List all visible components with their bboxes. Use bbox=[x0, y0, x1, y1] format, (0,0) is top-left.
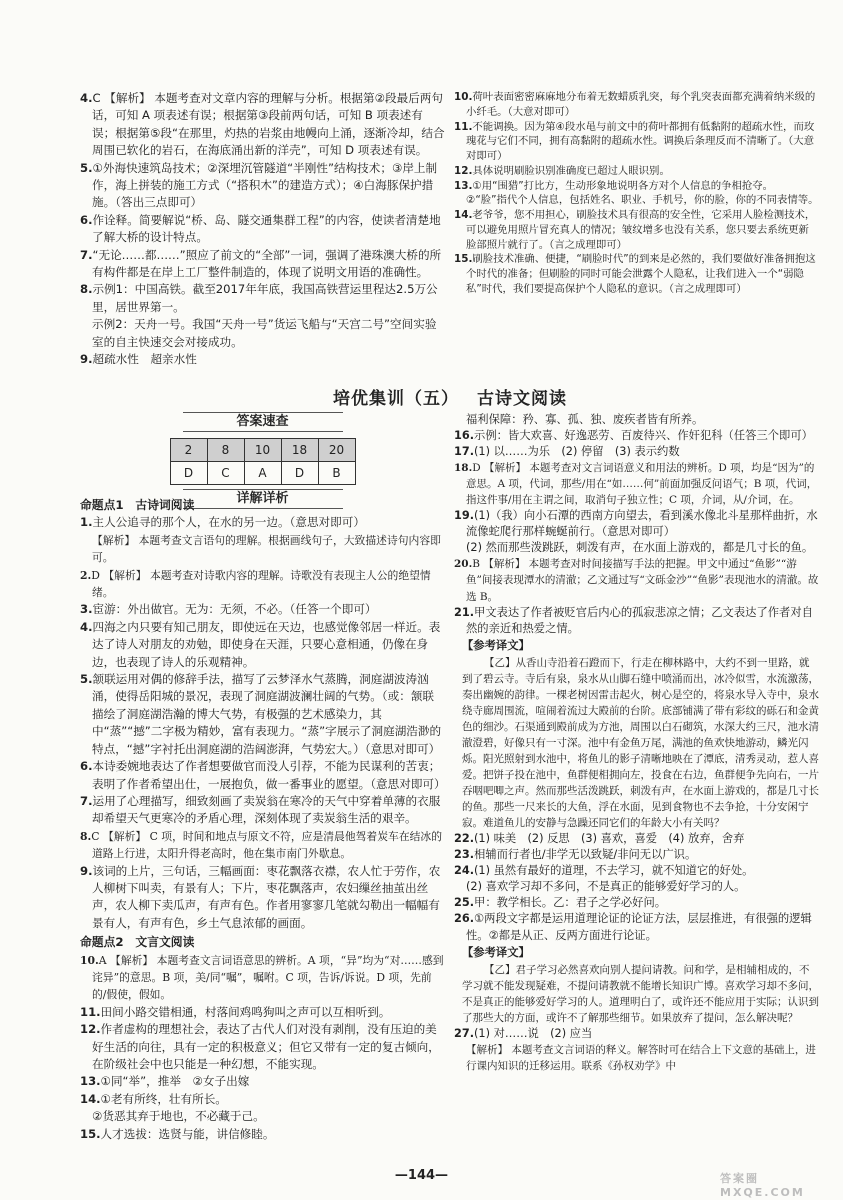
answer-text: 甲：教学相长。乙：君子之学必好问。 bbox=[474, 896, 667, 910]
answer-text: C 【解析】 C 项，时间和地点与原文不符，应是清晨他驾着炭车在结冰的道路上行进，太阳升得老高时，他在集市南门外歇息。 bbox=[91, 829, 443, 861]
answer-number: 4. bbox=[80, 619, 93, 634]
answer-text: 【解析】 本题考查文言词语的释义。解答时可在结合上下文意的基础上，进行课内知识的迁移运用。联系《孙权劝学》中 bbox=[466, 1043, 816, 1072]
answer-item bbox=[80, 1004, 445, 1021]
answer-text: 示例2：天舟一号。我国“天舟一号”货运飞船与“天宫二号”空间实验室的自主快速交会对接成功。 bbox=[92, 317, 437, 349]
answer-number: 2. bbox=[80, 568, 92, 582]
answer-table-answer: A bbox=[244, 462, 281, 485]
answer-number: 27. bbox=[454, 1026, 475, 1040]
answer-text: 【解析】 本题考查文言语句的理解。根据画线句子，大致描述诗句内容即可。 bbox=[92, 533, 441, 565]
answer-item bbox=[80, 532, 445, 567]
answer-text: 荷叶表面密密麻麻地分布着无数蜡质乳突，每个乳突表面都充满着纳米级的小纤毛。（大意对即可） bbox=[466, 91, 816, 118]
answer-item bbox=[80, 1073, 445, 1090]
answer-text: 人才选拔：选贤与能，讲信修睦。 bbox=[100, 1126, 275, 1141]
answer-item bbox=[454, 911, 819, 943]
answer-item bbox=[454, 179, 819, 194]
answer-item bbox=[454, 428, 819, 444]
answer-item bbox=[454, 847, 819, 863]
answer-text: 示例：皆大欢喜、好逸恶劳、百废待兴、作奸犯科（任答三个即可） bbox=[474, 429, 813, 443]
answer-number: 5. bbox=[80, 160, 93, 175]
answer-item bbox=[454, 412, 819, 428]
left-column-top bbox=[80, 90, 445, 369]
answer-table-answer: D bbox=[170, 462, 207, 485]
answer-item bbox=[80, 281, 445, 316]
answer-number: 6. bbox=[80, 212, 93, 227]
answer-item bbox=[80, 90, 445, 160]
answer-number: 1. bbox=[80, 515, 93, 530]
right-column-top bbox=[454, 90, 819, 297]
answer-number: 7. bbox=[80, 793, 93, 808]
answer-text: 主人公追寻的那个人，在水的另一边。（意思对即可） bbox=[92, 515, 365, 530]
answer-number: 20. bbox=[454, 558, 473, 571]
answer-text: 福利保障：矜、寡、孤、独、废疾者皆有所养。 bbox=[466, 413, 704, 426]
answer-table-question-number: 2 bbox=[170, 439, 207, 462]
answer-item bbox=[80, 793, 445, 828]
answer-item bbox=[80, 758, 445, 793]
answer-item bbox=[80, 351, 445, 368]
answer-table-question-number: 8 bbox=[207, 439, 244, 462]
answer-item bbox=[80, 671, 445, 758]
answer-number: 5. bbox=[80, 672, 93, 687]
answer-item bbox=[80, 619, 445, 671]
topic-heading: 命题点2 文言文阅读 bbox=[80, 935, 195, 950]
answer-text: (1) 虽然有最好的道理，不去学习，就不知道它的好处。 bbox=[474, 864, 754, 878]
answer-number: 10. bbox=[454, 91, 473, 103]
answer-number: 26. bbox=[454, 912, 475, 926]
answer-item bbox=[454, 90, 819, 120]
answer-text: 不能调换。因为第④段水黾与前文中的荷叶都拥有低黏附的超疏水性，而玫瑰花与它们不同，拥有高黏附的超疏水性。调换后条理反而不清晰了。（大意对即可） bbox=[466, 120, 815, 163]
answer-number: 24. bbox=[454, 864, 475, 878]
answer-text: 田间小路交错相通，村落间鸡鸣狗叫之声可以互相听到。 bbox=[100, 1004, 391, 1019]
answer-text: D 【解析】 本题考查对文言词语意义和用法的辨析。D 项，均是“因为”的意思。A 项，代词，那些/用在“如……何”前面加强反问语气；B 项，代词，指这件事/用在主谓之间，取消句子独立性；C 项，介词，从/介词，在。 bbox=[466, 462, 818, 507]
answer-text: C 【解析】 本题考查对文章内容的理解与分析。根据第②段最后两句话，可知 A 项表述有误；根据第③段前两句话，可知 B 项表述有误；根据第⑤段“在那里，灼热的岩浆由地幔向上涌，逐渐冷却，结合周围已软化的岩石，在海底涌出新的洋壳”，可知 D 项表述有误。 bbox=[92, 91, 445, 158]
answer-text: (1) 以……为乐 (2) 停留 (3) 表示约数 bbox=[474, 445, 680, 459]
answer-table-answer: C bbox=[207, 462, 244, 485]
answer-number: 25. bbox=[454, 896, 475, 910]
answer-number: 14. bbox=[80, 1091, 101, 1106]
answer-table-question-number: 20 bbox=[318, 439, 355, 462]
page-number: —144— bbox=[394, 1168, 449, 1183]
reference-translation-text: 【乙】君子学习必然喜欢向别人提问请教。问和学，是相辅相成的，不学习就不能发现疑难，不提问请教就不能增长知识广博。喜欢学习却不多问，不是真正的能够爱好学习的人。道理明白了，或许还不能应用于实际；认识到了那些大的方面，或许不了解那些细节。如果放弃了提问，怎么解决呢？ bbox=[462, 963, 819, 1024]
answer-text: ②货恶其弃于地也，不必藏于己。 bbox=[92, 1109, 265, 1124]
answer-text: ①老有所终，壮有所长。 bbox=[100, 1091, 227, 1106]
reference-translation-heading: 【参考译文】 bbox=[462, 638, 530, 652]
answer-item bbox=[80, 601, 445, 618]
right-column-bottom bbox=[454, 412, 819, 1074]
answer-text: A 【解析】 本题考查文言词语意思的辨析。A 项，“异”均为“对……感到诧异”的意思。B 项，美/同“嘱”，嘱咐。C 项，告诉/诉说。D 项，先前的/假使，假如。 bbox=[92, 953, 444, 1002]
answer-item bbox=[454, 1042, 819, 1074]
answer-number: 15. bbox=[454, 253, 473, 266]
answer-item bbox=[454, 120, 819, 164]
answer-number: 23. bbox=[454, 848, 475, 862]
answer-item bbox=[454, 556, 819, 604]
answer-number: 14. bbox=[454, 209, 473, 222]
answer-text: (2) 喜欢学习却不多问，不是真正的能够爱好学习的人。 bbox=[466, 880, 746, 894]
answer-text: ①两段文字都是运用道理论证的论证方法，层层推进，有很强的逻辑性。②都是从正、反两方面进行论证。 bbox=[466, 912, 812, 942]
answer-item bbox=[454, 540, 819, 556]
answer-text: 作诠释。简要解说“桥、岛、隧交通集群工程”的内容，使读者清楚地了解大桥的设计特点。 bbox=[92, 212, 441, 245]
answer-number: 8. bbox=[80, 829, 92, 843]
answer-number: 22. bbox=[454, 832, 475, 846]
answer-text: (2) 然而那些泼跳跃，刺泼有声，在水面上游戏的，都是几寸长的鱼。 bbox=[466, 541, 814, 555]
answer-item bbox=[80, 247, 445, 282]
answer-number: 12. bbox=[80, 1022, 101, 1037]
answer-number: 8. bbox=[80, 282, 93, 297]
answer-table-question-number: 10 bbox=[244, 439, 281, 462]
answer-number: 12. bbox=[454, 164, 473, 177]
answer-text: (1) 味美 (2) 反思 (3) 喜欢，喜爱 (4) 放弃，舍弃 bbox=[474, 832, 745, 846]
answer-item bbox=[80, 212, 445, 247]
answer-item bbox=[454, 252, 819, 296]
answer-text: 宦游：外出做官。无为：无须，不必。（任答一个即可） bbox=[92, 602, 377, 617]
answer-item bbox=[454, 895, 819, 911]
answer-text: ①同“举”，推举 ②女子出嫁 bbox=[100, 1074, 250, 1089]
answer-text: (1)（我）向小石潭的西南方向望去，看到溪水像北斗星那样曲折，水流像蛇爬行那样蜿蜒前行。（意思对即可） bbox=[466, 509, 818, 539]
topic-heading: 命题点1 古诗词阅读 bbox=[80, 498, 195, 512]
detail-banner: 详解详析 bbox=[183, 489, 343, 509]
answer-text: B 【解析】 本题考查对时间接描写手法的把握。甲文中通过“鱼影”“游鱼”间接表现潭水的清澈；乙文通过写“文砾金沙”“鱼影”表现池水的清澈。故选 B。 bbox=[466, 558, 819, 603]
answer-text: 本诗委婉地表达了作者想要做官而没人引荐，不能为民谋利的苦衷；表明了作者希望出仕，一展抱负，做一番事业的愿望。（意思对即可） bbox=[92, 759, 446, 791]
answer-item bbox=[454, 193, 819, 208]
answer-number: 15. bbox=[80, 1126, 101, 1141]
section-title bbox=[80, 383, 820, 409]
answer-item bbox=[454, 879, 819, 895]
answer-text: 该词的上片，三句话，三幅画面：枣花飘落衣襟，农人忙于劳作，农人柳树下叫卖，有景有人；下片，枣花飘落声，农妇缫丝抽茧出丝声，农人柳下卖瓜声，有声有色。作者用寥寥几笔就勾勒出一幅幅有景有人，有声有色，乡土气息浓郁的画面。 bbox=[92, 863, 441, 930]
answer-item bbox=[80, 316, 445, 351]
answer-text: 作者虚构的理想社会，表达了古代人们对没有剥削，没有压迫的美好生活的向往，具有一定的积极意义；但它又带有一定的复古倾向，在阶级社会中也只能是一种幻想，不能实现。 bbox=[92, 1022, 440, 1071]
answer-text: 刷脸技术准确、便捷，“刷脸时代”的到来是必然的，我们要做好准备拥抱这个时代的准备；但刷脸的同时可能会泄露个人隐私，让我们进入一个“弱隐私”时代，我们要提高保护个人隐私的意识。（言之成理即可） bbox=[466, 253, 816, 295]
answer-text: 具体说明刷脸识别准确度已超过人眼识别。 bbox=[472, 164, 670, 177]
left-column-bottom bbox=[80, 495, 445, 1143]
answer-item bbox=[454, 831, 819, 847]
answer-text: ②“脸”指代个人信息，包括姓名、职业、手机号，你的脸，你的不同表情等。 bbox=[466, 194, 819, 207]
answer-text: (1) 对……说 (2) 应当 bbox=[474, 1026, 593, 1040]
answer-number: 9. bbox=[80, 352, 93, 367]
answer-item bbox=[454, 208, 819, 252]
answer-text: 四海之内只要有知己朋友，即使远在天边，也感觉像邻居一样近。表达了诗人对朋友的劝勉，即使身在天涯，只要心意相通，仍像在身边，也表现了诗人的乐观精神。 bbox=[92, 619, 441, 669]
answer-item bbox=[80, 1021, 445, 1073]
answer-item bbox=[80, 1091, 445, 1108]
answer-item bbox=[454, 1026, 819, 1042]
answer-text: 运用了心理描写，细致刻画了卖炭翁在寒冷的天气中穿着单薄的衣服却希望天气更寒冷的矛盾心理，深刻体现了卖炭翁生活的艰辛。 bbox=[92, 793, 441, 826]
answer-item bbox=[80, 514, 445, 531]
answer-number: 7. bbox=[80, 247, 93, 262]
answer-number: 16. bbox=[454, 429, 475, 443]
answer-number: 9. bbox=[80, 863, 93, 878]
answer-item bbox=[80, 160, 445, 212]
answer-table-answer: B bbox=[318, 462, 355, 485]
answer-item bbox=[80, 863, 445, 933]
answer-text: 老爷爷，您不用担心，刷脸技术具有很高的安全性，它采用人脸检测技术，可以避免用照片冒充真人的情况；皱纹增多也没有关系，您只要去系统更新脸部照片就行了。（言之成理即可） bbox=[466, 209, 816, 251]
answer-table-question-number: 18 bbox=[281, 439, 318, 462]
answer-number: 13. bbox=[454, 179, 473, 192]
answer-number: 13. bbox=[80, 1074, 101, 1089]
answer-number: 17. bbox=[454, 445, 475, 459]
answer-text: 超疏水性 超亲水性 bbox=[92, 352, 197, 367]
answer-item bbox=[454, 460, 819, 508]
answer-item bbox=[454, 863, 819, 879]
answer-table bbox=[170, 438, 356, 485]
reference-translation-text: 【乙】从香山寺沿着石蹬而下，行走在柳林路中，大约不到一里路，就到了碧云寺。寺后有泉，泉水从山脚石缝中喷涌而出，冰冷似雪，水流激荡，奏出幽婉的韵律。一棵老树因雷击起火，树心是空的，将泉水导入寺中，泉水绕寺廊周围流，喧闹着流过大殿前的台阶。底部铺满了带有彩纹的砾石和金黄色的细沙。石渠通到殿前成为方池，周围以白石砌筑，水深大约三尺，池水清澈澄碧，好像只有一寸深。池中有金鱼万尾，满池的鱼欢快地游动，鳞光闪烁。阳光照射到水池中，将鱼儿的影子清晰地映在了潭底，清秀灵动，惹人喜爱。把饼子投在池中，鱼群便相拥向左，投食在右边，鱼群便争先向右，一片吞咽吧唧之声。然而那些活泼跳跃，刺泼有声，在水面上游戏的，都是几寸长的鱼。那些一尺来长的大鱼，浮在水面，见到食物也不去争抢，十分安闲宁寂。难道鱼儿的安静与急躁还同它们的年龄大小有关吗？ bbox=[462, 656, 819, 830]
answer-item bbox=[80, 828, 445, 863]
answer-number: 19. bbox=[454, 509, 475, 523]
answer-text: 示例1：中国高铁。截至2017年年底，我国高铁营运里程达2.5万公里，居世界第一。 bbox=[92, 282, 438, 314]
reference-translation-heading: 【参考译文】 bbox=[462, 945, 530, 959]
watermark-logo: 答案圈 MXQE.COM bbox=[720, 1172, 805, 1199]
section-title-left: 培优集训（五） bbox=[333, 388, 459, 409]
answer-number: 11. bbox=[80, 1004, 101, 1019]
answer-text: 甲文表达了作者被贬官后内心的孤寂悲凉之情；乙文表达了作者对自然的亲近和热爱之情。 bbox=[466, 605, 813, 635]
answer-text: D 【解析】 本题考查对诗歌内容的理解。诗歌没有表现主人公的绝望情绪。 bbox=[91, 568, 431, 600]
answer-table-answer: D bbox=[281, 462, 318, 485]
answer-item bbox=[454, 508, 819, 540]
answer-text: 颔联运用对偶的修辞手法，描写了云梦泽水气蒸腾，洞庭湖波涛汹涌，使得岳阳城的景况，表现了洞庭湖波澜壮阔的气势。（或：颔联描绘了洞庭湖浩瀚的博大气势，有极强的艺术感染力，其中“蒸”“撼”二字极为精妙，富有表现力。“蒸”字展示了洞庭湖浩渺的特点，“撼”字衬托出洞庭湖的浩阔澎湃，气势宏大。）（意思对即可） bbox=[92, 672, 442, 756]
answer-item bbox=[454, 444, 819, 460]
answer-number: 21. bbox=[454, 605, 475, 619]
answer-number: 6. bbox=[80, 759, 93, 774]
answer-number: 11. bbox=[454, 120, 473, 133]
answer-number: 4. bbox=[80, 91, 93, 105]
answer-item bbox=[454, 605, 819, 637]
section-title-right: 古诗文阅读 bbox=[477, 388, 567, 409]
answer-item bbox=[80, 1108, 445, 1125]
answer-text: 相辅而行者也/非学无以致疑/非问无以广识。 bbox=[474, 848, 697, 862]
answer-number: 10. bbox=[80, 953, 99, 967]
answer-text: ①外海快速筑岛技术；②深埋沉管隧道“半刚性”结构技术；③岸上制作，海上拼装的施工方式（“搭积木”的建造方式）；④白海豚保护措施。（答出三点即可） bbox=[92, 160, 438, 210]
answer-item bbox=[454, 164, 819, 179]
answer-item bbox=[80, 1126, 445, 1143]
answer-banner: 答案速查 bbox=[183, 412, 343, 432]
answer-text: “无论……都……”照应了前文的“全部”一词，强调了港珠澳大桥的所有构件都是在岸上工厂整件制造的，体现了说明文用语的准确性。 bbox=[92, 247, 442, 280]
answer-number: 3. bbox=[80, 602, 93, 617]
answer-item bbox=[80, 952, 445, 1004]
answer-text: ①用“围猎”打比方，生动形象地说明各方对个人信息的争相抢夺。 bbox=[472, 179, 774, 192]
answer-number: 18. bbox=[454, 462, 473, 475]
answer-item bbox=[80, 567, 445, 602]
